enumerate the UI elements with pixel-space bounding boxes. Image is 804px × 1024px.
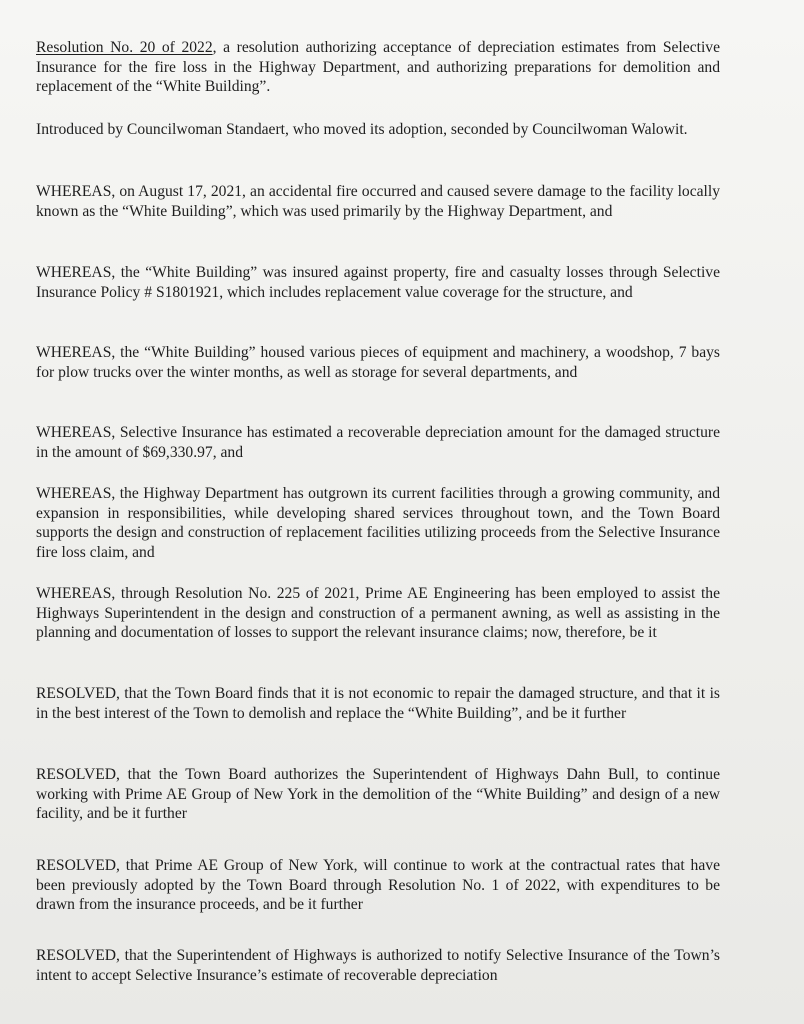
whereas-paragraph-1: WHEREAS, on August 17, 2021, an accidental fire occurred and caused severe damage to the facility locally known as the “White Building”, which was used primarily by the Highway Department, and	[36, 183, 720, 220]
resolution-title-text: , a resolution authorizing acceptance of depreciation estimates from Selective Insurance for the fire loss in the Highway Department, and authorizing preparations for demolition and replacement of the “White Building”.	[36, 39, 720, 95]
resolved-paragraph-1: RESOLVED, that the Town Board finds that it is not economic to repair the damaged structure, and that it is in the best interest of the Town to demolish and replace the “White Building”, and be it further	[36, 685, 720, 722]
resolved-paragraph-2: RESOLVED, that the Town Board authorizes the Superintendent of Highways Dahn Bull, to continue working with Prime AE Group of New York in the demolition of the “White Building” and design of a new facility, and be it further	[36, 766, 720, 822]
resolved-paragraph-4: RESOLVED, that the Superintendent of Highways is authorized to notify Selective Insurance of the Town’s intent to accept Selective Insurance’s estimate of recoverable depreciation	[36, 947, 720, 984]
whereas-paragraph-4: WHEREAS, Selective Insurance has estimated a recoverable depreciation amount for the damaged structure in the amount of $69,330.97, and	[36, 424, 720, 461]
whereas-paragraph-6: WHEREAS, through Resolution No. 225 of 2021, Prime AE Engineering has been employed to assist the Highways Superintendent in the design and construction of a permanent awning, as well as assisting in the planning and documentation of losses to support the relevant insurance claims; now, therefore, be it	[36, 585, 720, 641]
resolution-heading-paragraph	[36, 38, 720, 97]
resolution-number: Resolution No. 20 of 2022	[36, 39, 213, 56]
whereas-paragraph-5: WHEREAS, the Highway Department has outgrown its current facilities through a growing community, and expansion in responsibilities, while developing shared services throughout town, and the Town Board supports the design and construction of replacement facilities utilizing proceeds from the Selective Insurance fire loss claim, and	[36, 485, 720, 561]
resolved-paragraph-3: RESOLVED, that Prime AE Group of New York, will continue to work at the contractual rates that have been previously adopted by the Town Board through Resolution No. 1 of 2022, with expenditures to be drawn from the insurance proceeds, and be it further	[36, 857, 720, 913]
whereas-paragraph-2: WHEREAS, the “White Building” was insured against property, fire and casualty losses through Selective Insurance Policy # S1801921, which includes replacement value coverage for the structure, and	[36, 264, 720, 301]
whereas-paragraph-3: WHEREAS, the “White Building” housed various pieces of equipment and machinery, a woodshop, 7 bays for plow trucks over the winter months, as well as storage for several departments, and	[36, 344, 720, 381]
introduced-by-paragraph: Introduced by Councilwoman Standaert, who moved its adoption, seconded by Councilwoman Walowit.	[36, 121, 688, 138]
